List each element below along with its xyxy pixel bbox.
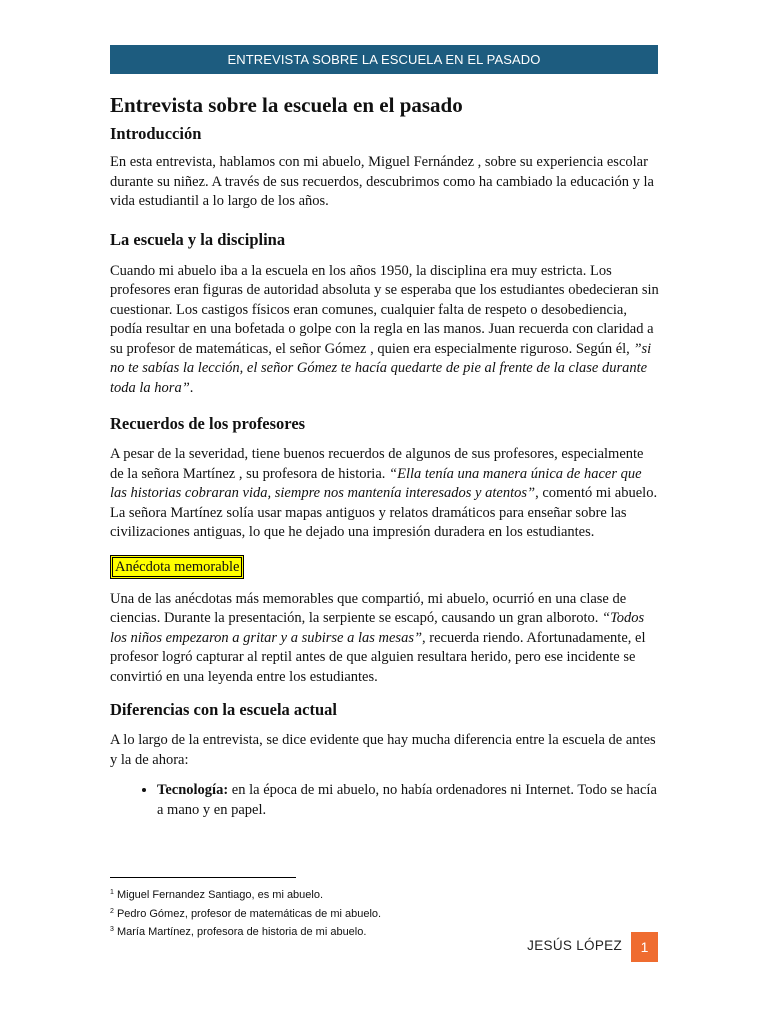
running-header — [110, 45, 658, 74]
document-title: Entrevista sobre la escuela en el pasado — [110, 93, 463, 117]
anecdote-callout-wrap — [110, 555, 660, 579]
section-heading-intro: Introducción — [110, 124, 202, 143]
anecdote-text: Una de las anécdotas más memorables que compartió, mi abuelo, ocurrió en una clase de ciencias. Durante la presentación, la serpiente se escapó, causando un gran alboroto. — [110, 590, 627, 626]
teachers-text: A pesar de la severidad, tiene buenos recuerdos de algunos de sus profesores, especialmente de la señora Martínez , su profesora de historia. — [110, 446, 644, 482]
footnote-text: María Martínez, profesora de historia de mi abuelo. — [113, 926, 367, 938]
anecdote-callout: Anécdota memorable — [110, 555, 244, 579]
discipline-paragraph — [110, 262, 660, 399]
discipline-text: Cuando mi abuelo iba a la escuela en los años 1950, la disciplina era muy estricta. Los profesores eran figuras de autoridad absoluta y se esperaba que los estudiantes obedecieran sin cuestionar. Los castigos físicos eran comunes, cualquier falta de respeto o desobediencia, podía resultar en una bofetada o golpe con la regla en las manos. Juan recuerda con claridad a su profesor de matemáticas, el señor Gómez , quien era especialmente riguroso. Según él, — [110, 262, 659, 357]
section-heading-teachers: Recuerdos de los profesores — [110, 414, 306, 433]
running-header-title: ENTREVISTA SOBRE LA ESCUELA EN EL PASADO — [227, 52, 541, 67]
page-number-badge — [631, 932, 658, 962]
footnote-number: 1 — [110, 889, 114, 896]
footnotes — [110, 885, 660, 941]
anecdote-quote: “Todos los niños empezaron a gritar y a subirse a las mesas” — [110, 610, 645, 646]
list-item-text: en la época de mi abuelo, no había ordenadores ni Internet. Todo se hacía a mano y en papel. — [157, 782, 657, 818]
document-body — [110, 92, 660, 820]
footnote-1 — [110, 885, 660, 904]
footnote-2 — [110, 904, 660, 923]
anecdote-paragraph — [110, 590, 660, 688]
footer-author: JESÚS LÓPEZ — [527, 938, 622, 953]
footnote-separator — [110, 877, 296, 878]
footnote-number: 2 — [110, 907, 114, 915]
teachers-paragraph — [110, 445, 660, 543]
discipline-after: . — [189, 379, 194, 396]
footnote-text: Miguel Fernandez Santiago, es mi abuelo. — [113, 889, 324, 901]
footnote-text: Pedro Gómez, profesor de matemáticas de mi abuelo. — [113, 907, 382, 920]
differences-list — [110, 781, 660, 820]
footnote-number: 3 — [110, 926, 114, 933]
intro-paragraph: En esta entrevista, hablamos con mi abuelo, Miguel Fernández , sobre su experiencia escolar durante su niñez. A través de sus recuerdos, descubrimos como ha cambiado la educación y la vida estudiantil a lo largo de los años. — [110, 154, 654, 209]
teachers-quote: “Ella tenía una manera única de hacer que las historias cobraran vida, siempre nos mantenía interesados y atentos” — [110, 465, 642, 501]
list-item-term: Tecnología: — [157, 782, 229, 798]
list-item — [157, 781, 660, 820]
teachers-after: , comentó mi abuelo. La señora Martínez solía usar mapas antiguos y relatos dramáticos para enseñar sobre las civilizaciones antiguas, lo que he dejado una impresión duradera en los estudiantes. — [110, 485, 658, 540]
anecdote-after: , recuerda riendo. Afortunadamente, el profesor logró capturar al reptil antes de que alguien resultara herido, pero ese incidente se convirtió en una leyenda entre los estudiantes. — [110, 629, 646, 685]
page-number: 1 — [640, 939, 649, 955]
section-heading-discipline: La escuela y la disciplina — [110, 229, 286, 249]
differences-paragraph: A lo largo de la entrevista, se dice evidente que hay mucha diferencia entre la escuela de antes y la de ahora: — [110, 732, 656, 768]
section-heading-differences: Diferencias con la escuela actual — [110, 700, 337, 719]
discipline-quote: ”si no te sabías la lección, el señor Gómez te hacía quedarte de pie al frente de la clase durante toda la hora” — [110, 340, 652, 396]
